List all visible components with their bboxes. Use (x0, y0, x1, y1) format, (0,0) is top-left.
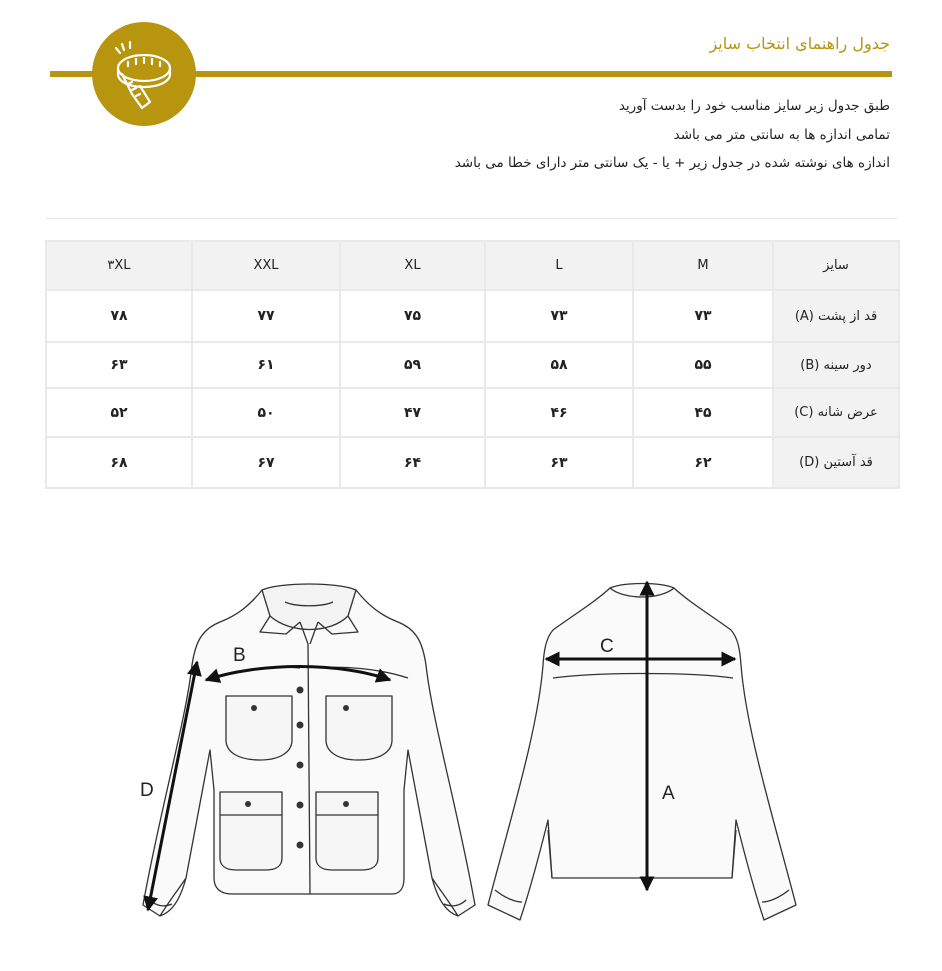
table-cell: ۶۳ (485, 437, 633, 488)
table-cell: ۷۵ (340, 290, 485, 342)
size-table (45, 240, 900, 489)
jacket-back-illustration (488, 584, 796, 921)
jacket-front-illustration (143, 584, 475, 916)
row-label: قد آستین (D) (773, 437, 899, 488)
table-cell: ۵۰ (192, 388, 340, 437)
table-cell: ۵۸ (485, 342, 633, 388)
size-header: XXL (192, 241, 340, 290)
row-label: قد از پشت (A) (773, 290, 899, 342)
jacket-measurement-diagram (0, 560, 942, 940)
note-line: طبق جدول زیر سایز مناسب خود را بدست آورید (618, 98, 890, 114)
label-a: A (662, 783, 675, 804)
table-cell: ۶۷ (192, 437, 340, 488)
table-cell: ۶۴ (340, 437, 485, 488)
measuring-tape-badge (92, 22, 196, 126)
table-cell: ۶۱ (192, 342, 340, 388)
table-row (46, 388, 899, 437)
table-cell: ۶۸ (46, 437, 192, 488)
page-title: جدول راهنمای انتخاب سایز (709, 34, 890, 53)
table-cell: ۵۵ (633, 342, 773, 388)
table-row (46, 437, 899, 488)
size-header: M (633, 241, 773, 290)
label-b: B (233, 645, 246, 666)
size-header: XL (340, 241, 485, 290)
label-c: C (600, 636, 614, 657)
table-cell: ۴۷ (340, 388, 485, 437)
notes (455, 92, 890, 178)
row-label: عرض شانه (C) (773, 388, 899, 437)
table-cell: ۵۹ (340, 342, 485, 388)
table-cell: ۶۲ (633, 437, 773, 488)
table-cell: ۴۶ (485, 388, 633, 437)
corner-label: سایز (773, 241, 899, 290)
table-cell: ۵۲ (46, 388, 192, 437)
measuring-tape-icon (92, 22, 196, 126)
table-row (46, 342, 899, 388)
size-header: L (485, 241, 633, 290)
table-cell: ۷۷ (192, 290, 340, 342)
table-cell: ۴۵ (633, 388, 773, 437)
table-cell: ۷۳ (633, 290, 773, 342)
table-cell: ۷۸ (46, 290, 192, 342)
size-header: ۳XL (46, 241, 192, 290)
label-d: D (140, 780, 154, 801)
section-divider (46, 218, 897, 219)
row-label: دور سینه (B) (773, 342, 899, 388)
table-cell: ۷۳ (485, 290, 633, 342)
table-header-row (46, 241, 899, 290)
note-line: تمامی اندازه ها به سانتی متر می باشد (673, 126, 890, 143)
table-cell: ۶۳ (46, 342, 192, 388)
table-row (46, 290, 899, 342)
note-line: اندازه های نوشته شده در جدول زیر + یا - یک سانتی متر دارای خطا می باشد (454, 155, 890, 171)
